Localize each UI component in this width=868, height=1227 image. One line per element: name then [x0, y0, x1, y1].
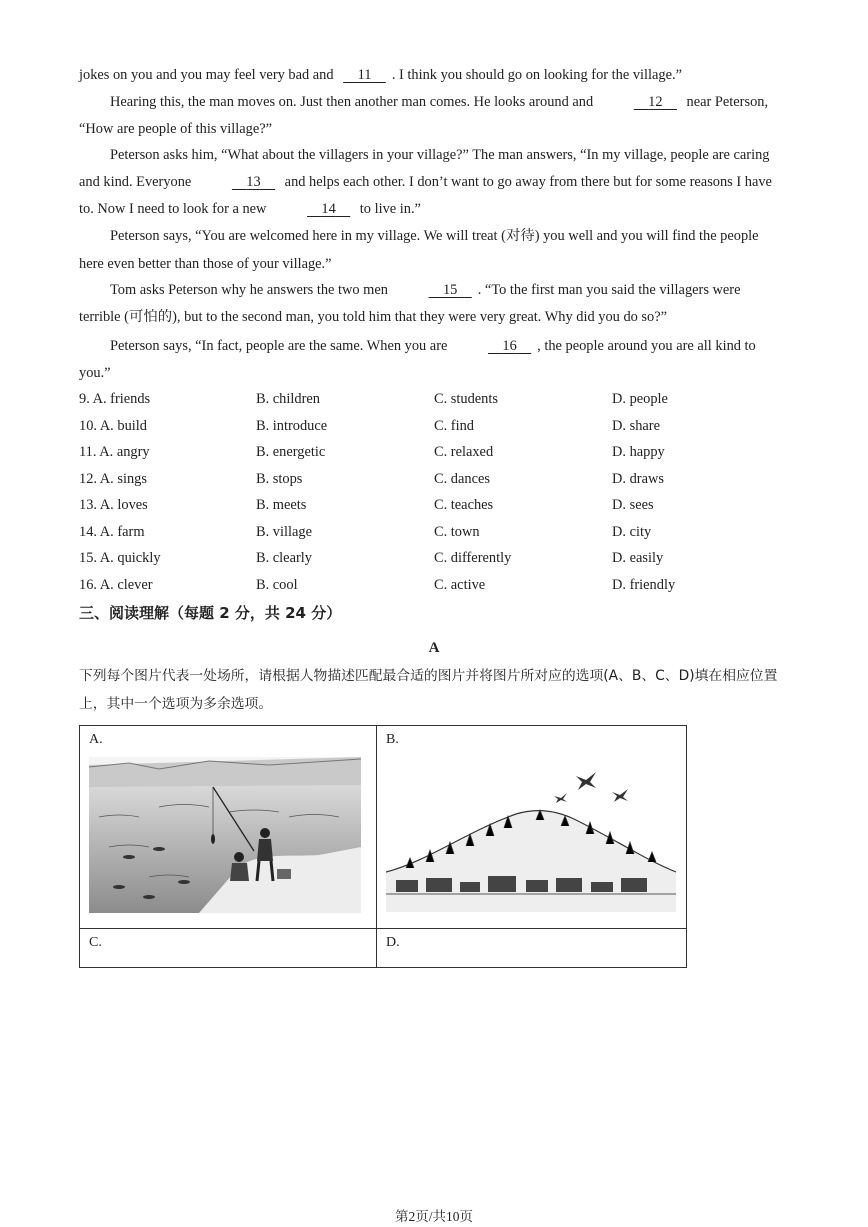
passage-text: and helps each other. I don’t want to go away from there but for some reasons I have to. Now I need to look for a new [79, 174, 772, 217]
option-a: 11. A. angry [79, 444, 150, 460]
question-row [79, 545, 799, 572]
option-c: C. students [434, 391, 498, 407]
blank-14: 14 [321, 201, 336, 217]
blank-13: 13 [246, 174, 261, 190]
cell-label-d: D. [386, 935, 400, 950]
mountain-village-picture [386, 762, 676, 912]
picture-cell-d [377, 929, 687, 968]
option-d: D. sees [612, 497, 654, 513]
option-d: D. happy [612, 444, 665, 460]
cell-label-c: C. [89, 935, 102, 950]
option-c: C. relaxed [434, 444, 494, 460]
picture-cell-a [80, 726, 377, 929]
cell-label-a: A. [89, 732, 103, 747]
passage-text: Peterson asks him, “What about the villagers in your village?” The man answers, “In my village, people are caring and kind. Everyone [79, 147, 770, 190]
question-row [79, 386, 799, 413]
question-row [79, 466, 799, 493]
option-d: D. city [612, 523, 652, 540]
question-row [79, 492, 799, 519]
option-a: 16. A. clever [79, 576, 153, 593]
section-instructions: 下列每个图片代表一处场所，请根据人物描述匹配最合适的图片并将图片所对应的选项(A、B、C、D)填在相应位置上，其中一个选项为多余选项。 [79, 668, 778, 712]
passage-paragraph-6 [79, 333, 783, 387]
option-b: B. children [256, 391, 320, 407]
option-c: C. differently [434, 550, 512, 566]
option-a: 12. A. sings [79, 470, 147, 487]
passage-text: near Peterson, “How are people of this village?” [79, 94, 769, 137]
option-b: B. energetic [256, 444, 326, 460]
option-a: 9. A. friends [79, 391, 151, 407]
question-row [79, 572, 799, 599]
passage-text: Peterson says, “You are welcomed here in my village. We will treat (对待) you well and you will find the people here even better than those of your village.” [79, 228, 759, 272]
option-d: D. share [612, 417, 660, 434]
option-d: D. easily [612, 550, 664, 566]
passage-paragraph-1 [79, 62, 783, 89]
passage-text: jokes on you and you may feel very bad and [79, 67, 338, 83]
option-a: 14. A. farm [79, 523, 145, 540]
blank-11: 11 [357, 67, 372, 83]
option-a: 13. A. loves [79, 497, 148, 513]
blank-15: 15 [442, 282, 458, 298]
question-row [79, 519, 799, 546]
picture-cell-b [377, 726, 687, 929]
passage-text: Tom asks Peterson why he answers the two men [110, 282, 392, 298]
option-b: B. village [256, 523, 312, 540]
passage-text: Peterson says, “In fact, people are the same. When you are [110, 338, 451, 354]
blank-12: 12 [648, 94, 663, 110]
option-d: D. people [612, 391, 668, 407]
option-c: C. town [434, 523, 480, 540]
option-b: B. clearly [256, 550, 312, 566]
river-fishing-picture [89, 757, 361, 913]
option-a: 10. A. build [79, 417, 147, 434]
question-options [79, 386, 799, 598]
passage-text: . I think you should go on looking for the village.” [391, 67, 682, 83]
option-c: C. active [434, 576, 486, 593]
option-b: B. stops [256, 470, 303, 487]
passage-paragraph-2 [79, 89, 783, 143]
blank-16: 16 [502, 338, 517, 354]
option-d: D. friendly [612, 576, 676, 593]
page-footer: 第2页/共10页 [394, 1209, 473, 1224]
option-d: D. draws [612, 470, 664, 487]
option-a: 15. A. quickly [79, 550, 161, 566]
option-c: C. find [434, 417, 474, 434]
passage-text: , the people around you are all kind to you.” [79, 338, 756, 381]
picture-cell-c [80, 929, 377, 968]
picture-grid [79, 725, 687, 968]
section-part-label: A [428, 640, 440, 656]
option-b: B. cool [256, 576, 298, 593]
option-b: B. meets [256, 497, 307, 513]
option-b: B. introduce [256, 417, 328, 434]
passage-paragraph-4 [79, 222, 783, 278]
passage-paragraph-3 [79, 142, 783, 223]
passage-text: . “To the first man you said the villagers were terrible (可怕的), but to the second man, you told him that they were very great. Why did you do so?” [79, 282, 741, 325]
cell-label-b: B. [386, 732, 399, 747]
section-title: 三、阅读理解（每题 2 分，共 24 分） [79, 604, 342, 622]
question-row [79, 439, 799, 466]
passage-paragraph-5 [79, 277, 783, 331]
question-row [79, 413, 799, 440]
passage-text: Hearing this, the man moves on. Just then another man comes. He looks around and [110, 94, 597, 110]
option-c: C. teaches [434, 497, 494, 513]
passage-text: to live in.” [356, 201, 421, 217]
option-c: C. dances [434, 470, 490, 487]
